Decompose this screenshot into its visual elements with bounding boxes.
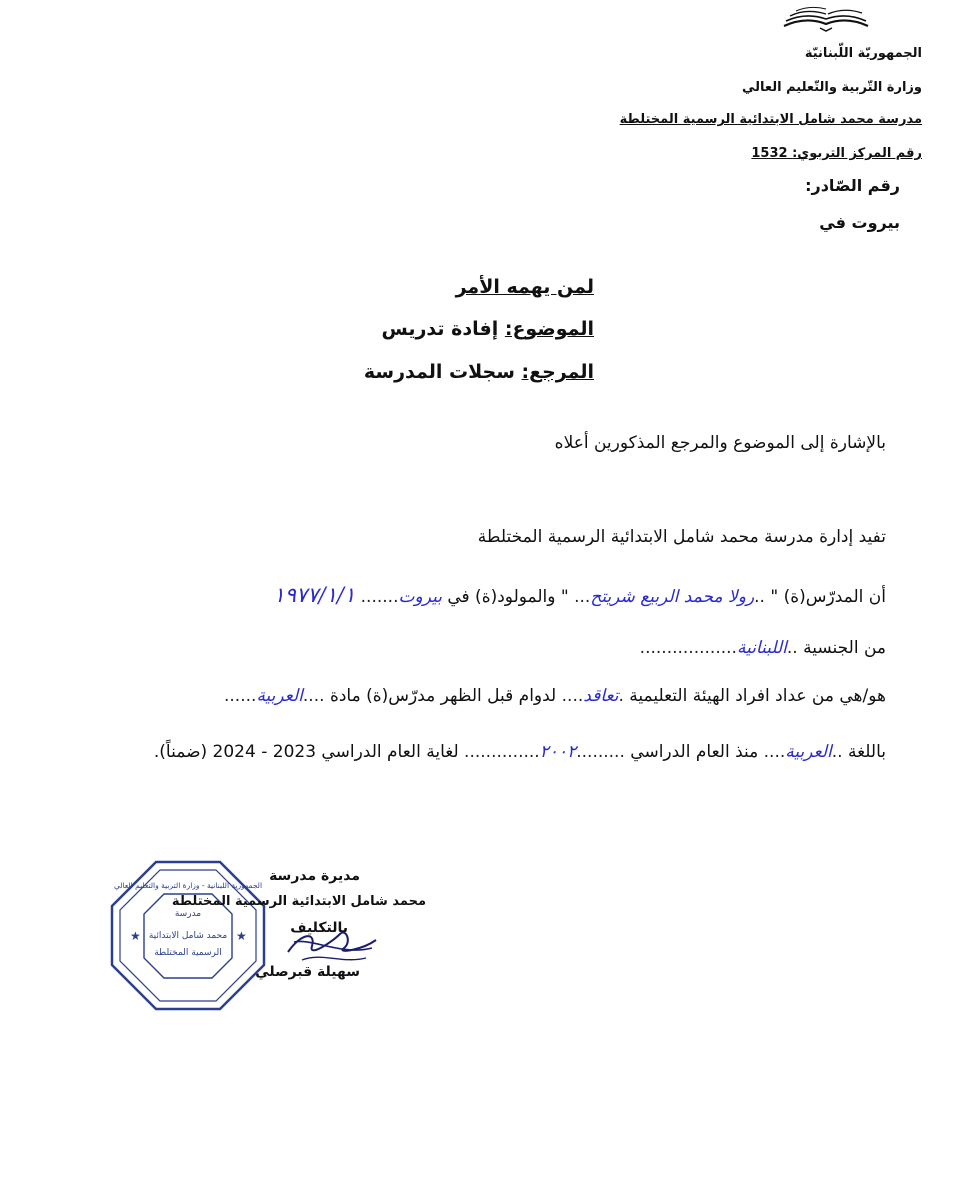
stamp-inner-line-3: الرسمية المختلطة xyxy=(154,948,222,958)
body-line-4: هو/هي من عداد افراد الهيئة التعليمية .تعاقد.... لدوام قبل الظهر مدرّس(ة) مادة ....العربية...... xyxy=(224,686,886,706)
center-code-label: رقم المركز التربوي: xyxy=(792,146,922,161)
republic-header: الجمهوريّة اللّبنانيّة xyxy=(804,46,922,61)
born-label: " والمولود(ة) في xyxy=(447,587,569,607)
outgoing-number-label: رقم الصّادر: xyxy=(805,176,900,195)
subject-value: إفادة تدريس xyxy=(381,318,499,340)
contract-type: تعاقد xyxy=(583,686,619,706)
shift-label: لدوام قبل الظهر مدرّس(ة) مادة xyxy=(329,686,557,706)
birth-date: ١٩٧٧/١/١ xyxy=(273,583,356,607)
stamp-ring-text: الجمهورية اللبنانية - وزارة التربية والتعليم العالي xyxy=(113,881,263,890)
stamp-inner-line-1: مدرسة xyxy=(174,909,202,919)
birth-place: بيروت xyxy=(398,587,442,607)
body-line-2: أن المدرّس(ة) " ..رولا محمد الربيع شريتح... " والمولود(ة) في بيروت....... ١٩٧٧/١/١ xyxy=(273,583,886,607)
principal-name: سهيلة قبرصلي xyxy=(255,964,360,980)
language-label: باللغة xyxy=(847,742,886,762)
subject-label: الموضوع: xyxy=(504,318,594,340)
reference-line xyxy=(364,361,594,383)
school-stamp xyxy=(108,858,268,1013)
to-whom-heading: لمن يهمه الأمر xyxy=(455,276,594,298)
intro-line: بالإشارة إلى الموضوع والمرجع المذكورين أعلاه xyxy=(554,433,886,453)
center-code xyxy=(751,146,922,161)
center-code-value: 1532 xyxy=(751,146,788,161)
assigned-label: بالتكليف xyxy=(290,920,348,936)
open-book-logo-icon xyxy=(776,2,876,32)
reference-value: سجلات المدرسة xyxy=(363,361,515,383)
since-label: منذ العام الدراسي xyxy=(630,742,759,762)
reference-label: المرجع: xyxy=(521,361,594,383)
ministry-header: وزارة التّربية والتّعليم العالي xyxy=(741,80,922,95)
start-year: ٢٠٠٢ xyxy=(539,742,577,762)
body-line-5: باللغة ..العربية.... منذ العام الدراسي .........٢٠٠٢.............. لغاية العام الدراسي 2023 - 2024 (ضمناً). xyxy=(153,742,886,762)
staff-label: هو/هي من عداد افراد الهيئة التعليمية xyxy=(629,686,886,706)
taught-subject: العربية xyxy=(256,686,303,706)
stamp-inner-line-2: محمد شامل الابتدائية xyxy=(148,931,228,941)
stamp-star-icon: ★ xyxy=(236,929,247,943)
body-line-1: تفيد إدارة مدرسة محمد شامل الابتدائية الرسمية المختلطة xyxy=(477,527,886,547)
teacher-label: أن المدرّس(ة) " xyxy=(770,587,886,607)
nationality-label: من الجنسية xyxy=(803,638,886,658)
teaching-language: العربية xyxy=(785,742,832,762)
principal-title: مديرة مدرسة xyxy=(269,868,360,884)
teacher-name: رولا محمد الربيع شريتح xyxy=(590,587,755,607)
school-header: مدرسة محمد شامل الابتدائية الرسمية المختلطة xyxy=(619,112,922,127)
city-date-label: بيروت في xyxy=(819,213,900,232)
handwritten-signature xyxy=(282,912,382,972)
body-line-3: من الجنسية ..اللبنانية.................. xyxy=(639,638,886,658)
stamp-star-icon: ★ xyxy=(130,929,141,943)
principal-school: محمد شامل الابتدائية الرسمية المختلطة xyxy=(171,894,426,909)
until-label: لغاية العام الدراسي 2023 - 2024 (ضمناً). xyxy=(153,742,459,762)
nationality-value: اللبنانية xyxy=(736,638,787,658)
subject-line xyxy=(382,318,595,340)
